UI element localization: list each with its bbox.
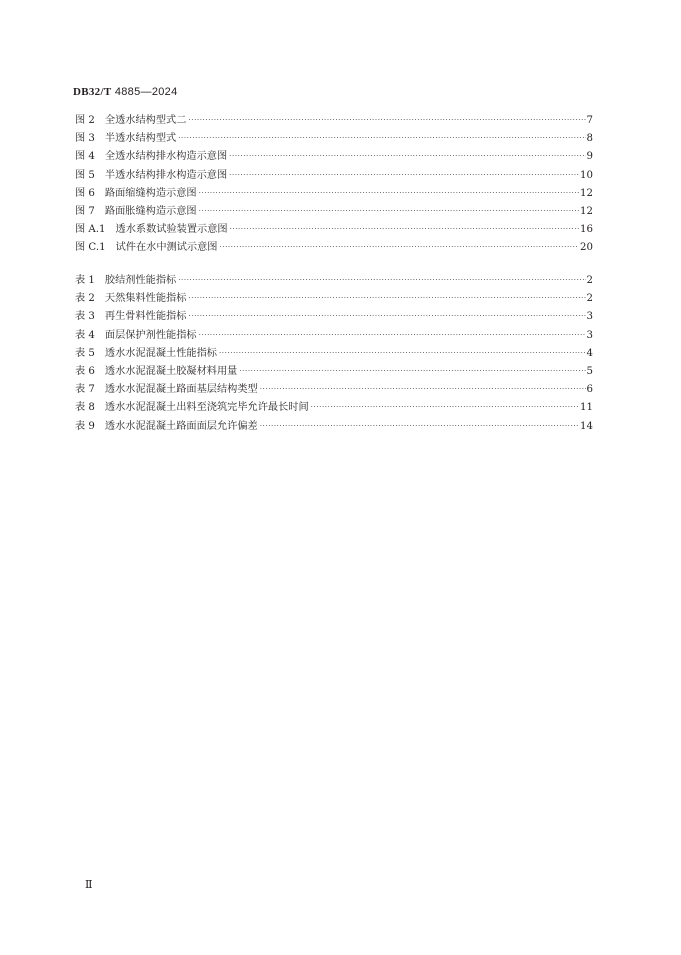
toc-entry-title: 透水水泥混凝土路面基层结构类型	[104, 384, 258, 396]
toc-leader-dots	[188, 116, 585, 124]
toc-entry-title: 半透水结构排水构造示意图	[104, 169, 228, 181]
toc-entry-title: 胶结剂性能指标	[104, 275, 177, 286]
page-number: Ⅱ	[85, 879, 93, 891]
toc-entry-label: 表 1	[75, 275, 95, 286]
toc-entry-page: 12	[580, 187, 593, 199]
toc-entry-label: 图 6	[75, 187, 95, 199]
toc-entry-page: 6	[586, 384, 593, 396]
toc-leader-dots	[311, 403, 579, 411]
toc-entry-page: 9	[586, 151, 593, 163]
toc-entry[interactable]	[75, 307, 593, 325]
toc-entry[interactable]	[75, 289, 593, 307]
toc-entry-title: 透水系数试验装置示意图	[115, 224, 228, 236]
document-code	[73, 86, 178, 98]
toc-entry[interactable]	[75, 166, 593, 184]
toc-entry[interactable]	[75, 380, 593, 398]
toc-entry-page: 3	[586, 329, 593, 341]
toc-entry-title: 天然集料性能指标	[104, 293, 187, 305]
document-code-prefix: DB32/T	[73, 86, 112, 98]
toc-entry-label: 表 7	[75, 384, 95, 396]
toc-entry[interactable]	[75, 326, 593, 344]
toc-entry-label: 表 8	[75, 402, 95, 414]
toc-leader-dots	[188, 294, 585, 302]
toc-entry-label: 图 5	[75, 169, 95, 181]
toc-entry-title: 路面缩缝构造示意图	[104, 187, 197, 199]
toc-leader-dots	[219, 243, 579, 251]
toc-leader-dots	[199, 207, 579, 215]
toc-entry-label: 图 C.1	[75, 242, 106, 254]
toc-entry[interactable]	[75, 238, 593, 256]
toc-entry-title: 试件在水中测试示意图	[115, 242, 218, 254]
toc-entry-page: 5	[586, 365, 593, 377]
toc-leader-dots	[199, 189, 579, 197]
toc-leader-dots	[230, 225, 579, 233]
toc-entry-page: 20	[580, 242, 593, 254]
toc-leader-dots	[178, 134, 585, 142]
toc-entry[interactable]	[75, 344, 593, 362]
toc-entry[interactable]	[75, 202, 593, 220]
toc-entry-title: 全透水结构型式二	[104, 115, 187, 126]
toc-entry-page: 7	[586, 115, 593, 126]
toc-entry[interactable]	[75, 111, 593, 129]
toc-entry-page: 2	[586, 293, 593, 305]
toc-leader-dots	[239, 367, 585, 375]
toc-entry-page: 11	[580, 402, 593, 414]
toc-entry-label: 图 4	[75, 151, 95, 163]
figure-list	[75, 111, 593, 257]
toc-entry-page: 8	[586, 133, 593, 145]
toc-entry-title: 透水水泥混凝土出料至浇筑完毕允许最长时间	[104, 402, 309, 414]
toc-entry-page: 12	[580, 205, 593, 217]
toc-leader-dots	[188, 312, 585, 320]
document-code-number: 4885—2024	[114, 86, 178, 98]
toc-entry-label: 图 2	[75, 115, 95, 126]
toc-entry-page: 4	[586, 347, 593, 359]
toc-entry-label: 图 A.1	[75, 224, 106, 236]
toc-entry-title: 全透水结构排水构造示意图	[104, 151, 228, 163]
toc-entry-title: 面层保护剂性能指标	[104, 329, 197, 341]
toc-entry-title: 路面胀缝构造示意图	[104, 205, 197, 217]
toc-entry[interactable]	[75, 417, 593, 435]
toc-entry-title: 再生骨料性能指标	[104, 311, 187, 323]
toc-entry[interactable]	[75, 129, 593, 147]
toc-entry[interactable]	[75, 398, 593, 416]
toc-entry-label: 表 6	[75, 365, 95, 377]
toc-entry[interactable]	[75, 271, 593, 289]
toc-entry-page: 16	[580, 224, 593, 236]
toc-leader-dots	[229, 171, 579, 179]
toc-entry-page: 2	[586, 275, 593, 286]
toc-leader-dots	[178, 276, 585, 284]
toc-entry-label: 图 3	[75, 133, 95, 145]
toc-entry-label: 表 4	[75, 329, 95, 341]
toc-entry-label: 表 9	[75, 420, 95, 432]
toc-entry-label: 表 5	[75, 347, 95, 359]
toc-leader-dots	[219, 349, 586, 357]
toc-entry-page: 3	[586, 311, 593, 323]
toc-entry-title: 半透水结构型式	[104, 133, 177, 145]
toc-entry-label: 表 2	[75, 293, 95, 305]
toc-entry-title: 透水水泥混凝土胶凝材料用量	[104, 365, 238, 377]
toc-entry-title: 透水水泥混凝土路面面层允许偏差	[104, 420, 258, 432]
toc-leader-dots	[229, 152, 585, 160]
table-list	[75, 271, 593, 435]
toc-entry[interactable]	[75, 362, 593, 380]
toc-entry[interactable]	[75, 220, 593, 238]
toc-entry[interactable]	[75, 184, 593, 202]
toc-entry-label: 表 3	[75, 311, 95, 323]
toc-leader-dots	[199, 331, 586, 339]
toc-entry-label: 图 7	[75, 205, 95, 217]
toc-entry-title: 透水水泥混凝土性能指标	[104, 347, 217, 359]
toc-entry[interactable]	[75, 147, 593, 165]
toc-entry-page: 10	[580, 169, 593, 181]
toc-leader-dots	[260, 422, 579, 430]
toc-leader-dots	[260, 385, 586, 393]
toc-entry-page: 14	[580, 420, 593, 432]
